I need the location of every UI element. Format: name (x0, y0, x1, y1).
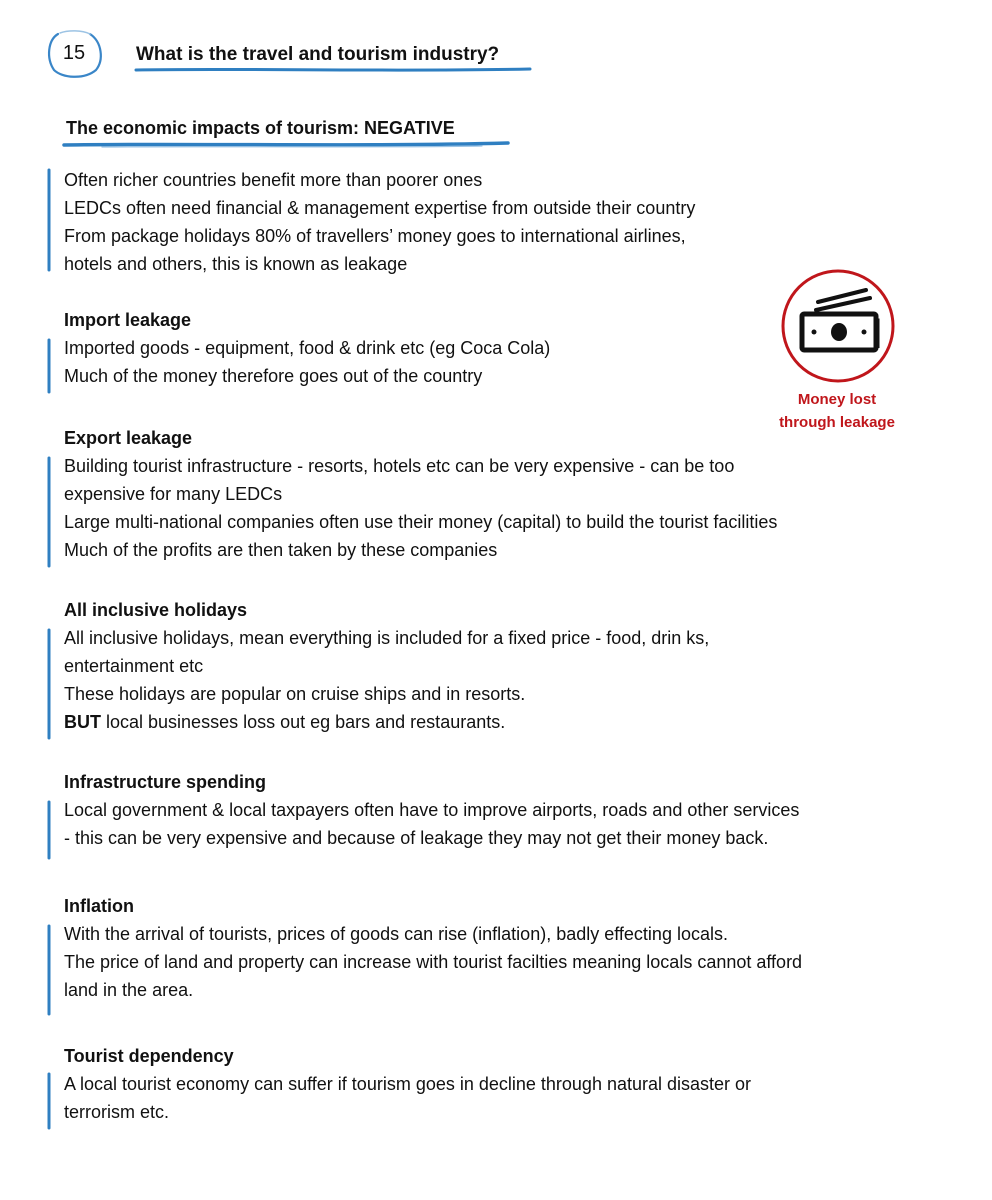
intro-line: hotels and others, this is known as leakage (64, 254, 408, 274)
infrastructure-margin-bar (46, 800, 52, 860)
tourist-dependency-section (64, 1042, 944, 1126)
export-margin-bar (46, 456, 52, 568)
section-heading: Export leakage (64, 428, 193, 448)
import-margin-bar (46, 338, 52, 394)
badge-caption-line: through leakage (779, 414, 895, 431)
export-leakage-section (64, 424, 944, 564)
inflation-margin-bar (46, 924, 52, 1016)
body-line: All inclusive holidays, mean everything is included for a fixed price - food, drin ks, (64, 628, 710, 648)
intro-block (64, 166, 944, 278)
body-line: With the arrival of tourists, prices of goods can rise (inflation), badly effecting locals. (64, 924, 728, 944)
dependency-margin-bar (46, 1072, 52, 1130)
page-number-badge (44, 28, 104, 80)
all-inclusive-section (64, 596, 944, 736)
body-line: Local government & local taxpayers often have to improve airports, roads and other services (64, 800, 800, 820)
title-underline (134, 66, 534, 74)
body-line: terrorism etc. (64, 1102, 170, 1122)
body-line: Much of the money therefore goes out of the country (64, 366, 483, 386)
badge-caption-line: Money lost (797, 391, 877, 408)
body-line-emphasis (64, 708, 944, 736)
section-title: The economic impacts of tourism: NEGATIVE (66, 118, 455, 138)
emphasis-word: BUT (64, 712, 101, 732)
body-line: Imported goods - equipment, food & drink etc (eg Coca Cola) (64, 338, 551, 358)
body-line: Large multi-national companies often use their money (capital) to build the tourist facilities (64, 512, 778, 532)
body-line: - this can be very expensive and because of leakage they may not get their money back. (64, 828, 769, 848)
body-line: These holidays are popular on cruise ships and in resorts. (64, 684, 526, 704)
section-title-underline (62, 140, 512, 149)
all-inclusive-margin-bar (46, 628, 52, 740)
section-heading: Import leakage (64, 310, 192, 330)
body-line: land in the area. (64, 980, 194, 1000)
intro-margin-bar (46, 168, 52, 272)
intro-line: LEDCs often need financial & management expertise from outside their country (64, 198, 696, 218)
section-heading: Infrastructure spending (64, 772, 267, 792)
section-heading: Tourist dependency (64, 1046, 234, 1066)
body-line: A local tourist economy can suffer if tourism goes in decline through natural disaster or (64, 1074, 752, 1094)
body-line: The price of land and property can increase with tourist facilties meaning locals cannot afford (64, 952, 803, 972)
body-line: Building tourist infrastructure - resorts, hotels etc can be very expensive - can be too (64, 456, 735, 476)
emphasis-rest: local businesses loss out eg bars and restaurants. (101, 712, 506, 732)
page-number: 15 (62, 42, 86, 64)
section-heading: Inflation (64, 896, 134, 916)
body-line: expensive for many LEDCs (64, 484, 283, 504)
import-leakage-section (64, 306, 944, 390)
intro-line: Often richer countries benefit more than poorer ones (64, 170, 483, 190)
body-line: Much of the profits are then taken by these companies (64, 540, 498, 560)
intro-line: From package holidays 80% of travellers’ money goes to international airlines, (64, 226, 686, 246)
infrastructure-section (64, 768, 944, 852)
inflation-section (64, 892, 944, 1004)
section-heading: All inclusive holidays (64, 600, 248, 620)
body-line: entertainment etc (64, 656, 204, 676)
page-title: What is the travel and tourism industry? (136, 44, 500, 65)
